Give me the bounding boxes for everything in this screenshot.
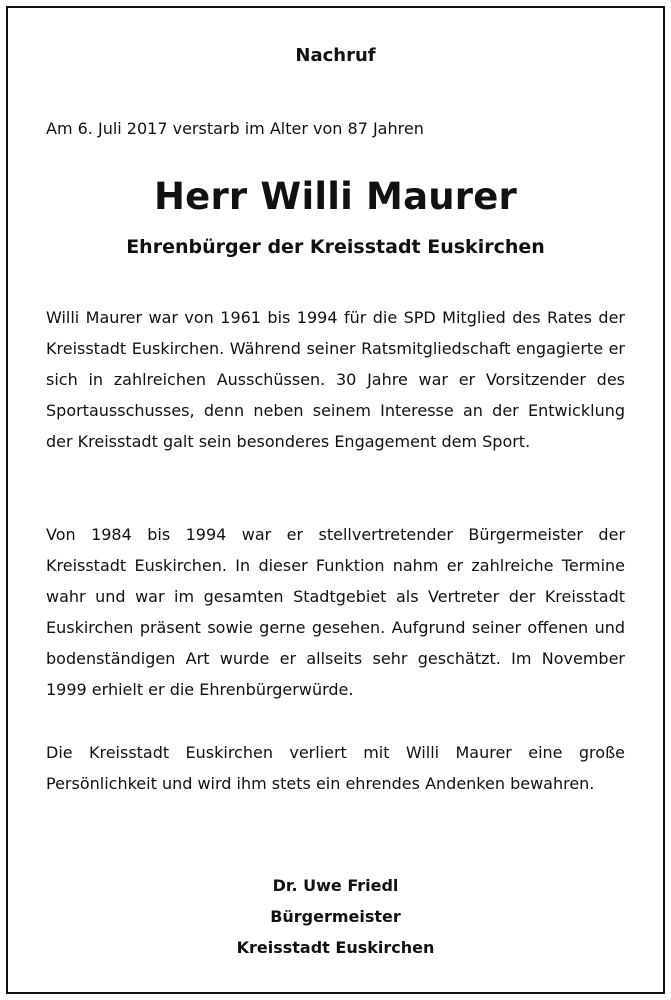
paragraph-council: Willi Maurer war von 1961 bis 1994 für die SPD Mitglied des Rates der Kreisstadt Euskirchen. Während seiner Ratsmitgliedschaft engagierte er sich in zahlreichen Ausschüssen. 30 Jahre war er Vorsitzender des Sportausschusses, denn neben seinem Interesse an der Entwicklung der Kreisstadt galt sein besonderes Engagement dem Sport. xyxy=(46,308,625,451)
honorary-title: Ehrenbürger der Kreisstadt Euskirchen xyxy=(126,236,545,258)
signer-title: Bürgermeister xyxy=(270,907,401,926)
signer-organization: Kreisstadt Euskirchen xyxy=(236,938,435,957)
notice-border xyxy=(6,6,665,994)
paragraph-deputy-mayor: Von 1984 bis 1994 war er stellvertretender Bürgermeister der Kreisstadt Euskirchen. In dieser Funktion nahm er zahlreiche Termine wahr und war im gesamten Stadtgebiet als Vertreter der Kreisstadt Euskirchen präsent sowie gerne gesehen. Aufgrund seiner offenen und bodenständigen Art wurde er allseits sehr geschätzt. Im November 1999 erhielt er die Ehrenbürgerwürde. xyxy=(46,525,625,699)
notice-heading: Nachruf xyxy=(295,45,376,66)
intro-line: Am 6. Juli 2017 verstarb im Alter von 87 Jahren xyxy=(46,119,424,138)
deceased-name: Herr Willi Maurer xyxy=(154,175,517,218)
signer-name: Dr. Uwe Friedl xyxy=(272,876,399,895)
signature-block xyxy=(46,870,625,963)
paragraph-closing: Die Kreisstadt Euskirchen verliert mit Willi Maurer eine große Persönlichkeit und wird ihm stets ein ehrendes Andenken bewahren. xyxy=(46,743,625,793)
